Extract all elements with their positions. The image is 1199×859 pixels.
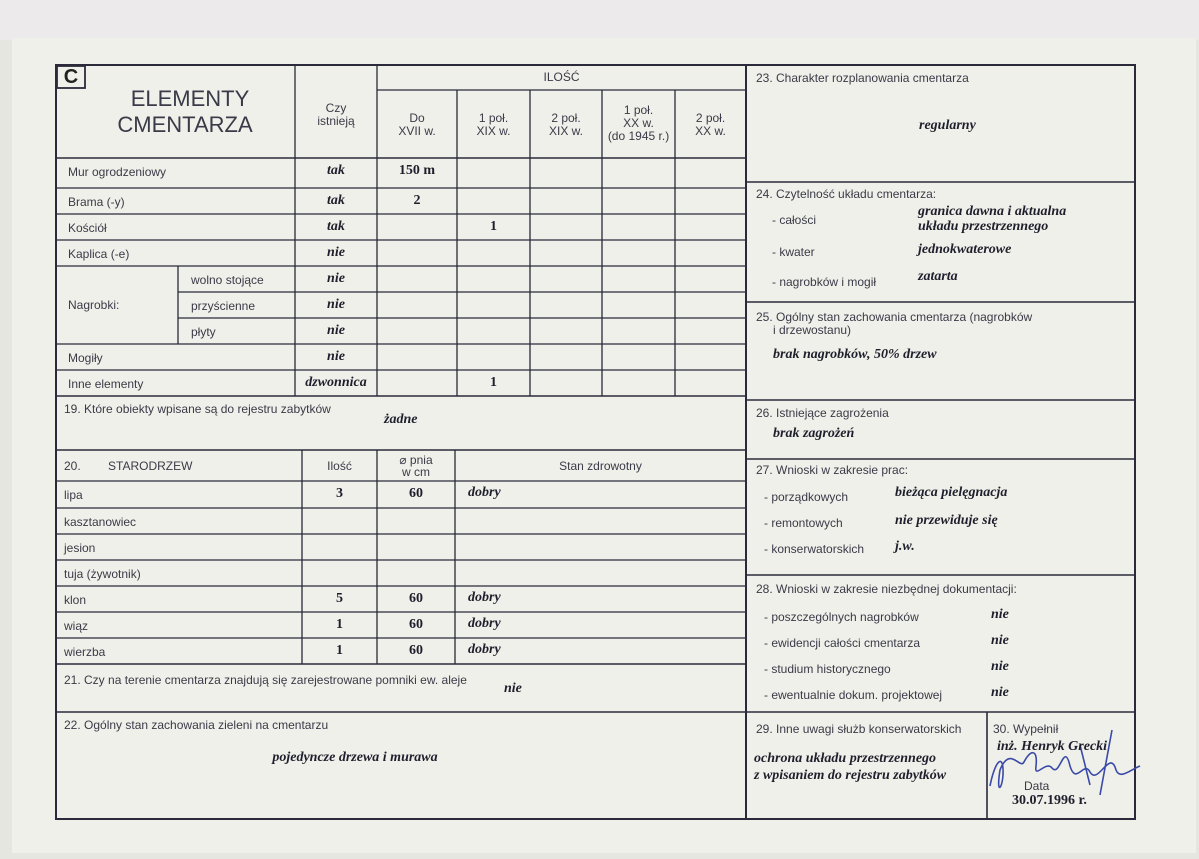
q26-answer: brak zagrożeń [773, 426, 855, 441]
element-count: 150 m [398, 163, 436, 178]
element-label: Kaplica (-e) [68, 247, 130, 261]
q27-item-1-answer: nie przewiduje się [895, 513, 998, 528]
q21-answer: nie [504, 681, 522, 696]
q29-label: 29. Inne uwagi służb konserwatorskich [756, 722, 962, 736]
element-exists: nie [327, 245, 345, 260]
period-3-line2: XX w. [623, 116, 654, 130]
nagrobki-label: Nagrobki: [68, 298, 120, 312]
element-label: Kościół [68, 221, 107, 235]
element-exists: nie [327, 271, 345, 286]
period-0-line1: Do [409, 111, 425, 125]
scan-top-strip [0, 0, 1199, 40]
trees-health-header: Stan zdrowotny [559, 459, 642, 473]
element-exists: tak [327, 163, 345, 178]
form-frame [55, 64, 1136, 820]
element-label: płyty [191, 325, 216, 339]
period-1-line2: XIX w. [476, 124, 511, 138]
period-3-line1: 1 poł. [623, 103, 654, 117]
period-4-line1: 2 poł. [695, 111, 726, 125]
element-exists: tak [327, 193, 345, 208]
element-count: 2 [413, 193, 421, 208]
tree-name: kasztanowiec [64, 515, 137, 529]
element-count: 1 [490, 219, 497, 234]
tree-name: wierzba [64, 645, 106, 659]
q29-answer-2: z wpisaniem do rejestru zabytków [754, 768, 947, 783]
quantity-header: ILOŚĆ [543, 70, 580, 84]
form-title-line2: CMENTARZA [117, 112, 253, 137]
q28-item-label: - ewentualnie dokum. projektowej [764, 688, 943, 702]
trees-title: STARODRZEW [108, 459, 193, 473]
q28-item-label: - poszczególnych nagrobków [764, 610, 919, 624]
period-2-line2: XIX w. [548, 124, 583, 138]
tree-name: jesion [64, 541, 96, 555]
period-1-line1: 1 poł. [478, 111, 509, 125]
tree-diameter: 60 [409, 643, 423, 658]
section-letter: C [63, 66, 79, 88]
q30-date: 30.07.1996 r. [1012, 793, 1087, 808]
element-count: 1 [490, 375, 497, 390]
tree-health: dobry [468, 485, 501, 500]
exists-header-line1: Czy [325, 101, 347, 115]
q22-answer: pojedyncze drzewa i murawa [272, 750, 438, 765]
q21-label: 21. Czy na terenie cmentarza znajdują się zarejestrowane pomniki ew. aleje [64, 673, 467, 687]
q28-item-label: - ewidencji całości cmentarza [764, 636, 921, 650]
q23-answer: regularny [919, 118, 976, 133]
q27-label: 27. Wnioski w zakresie prac: [756, 463, 909, 477]
tree-diameter: 60 [409, 486, 423, 501]
element-label: Inne elementy [68, 377, 144, 391]
trees-diam-header-1: ⌀ pnia [399, 453, 433, 467]
q24-item-1-answer: jednokwaterowe [918, 242, 1012, 257]
q30-filled-by: inż. Henryk Grecki [997, 739, 1108, 754]
element-exists: nie [327, 349, 345, 364]
trees-diam-header-2: w cm [402, 465, 430, 479]
tree-count: 3 [336, 486, 343, 501]
q30-date-label: Data [1024, 779, 1050, 793]
q24-item-2-answer: zatarta [918, 269, 958, 284]
element-label: Mogiły [68, 351, 103, 365]
exists-header-line2: istnieją [317, 114, 355, 128]
q24-label: 24. Czytelność układu cmentarza: [756, 187, 937, 201]
period-0-line2: XVII w. [398, 124, 436, 138]
q24-item-0-label: - całości [772, 213, 817, 227]
q25-label-2: i drzewostanu) [773, 323, 852, 337]
q28-item-answer: nie [991, 659, 1009, 674]
q19-label: 19. Które obiekty wpisane są do rejestru zabytków [64, 402, 331, 416]
tree-count: 1 [336, 617, 343, 632]
q27-item-0-label: - porządkowych [764, 490, 849, 504]
q24-item-0-answer-1: granica dawna i aktualna [918, 204, 1067, 219]
q25-answer: brak nagrobków, 50% drzew [773, 347, 937, 362]
tree-diameter: 60 [409, 591, 423, 606]
tree-count: 5 [336, 591, 343, 606]
tree-name: lipa [64, 488, 83, 502]
tree-name: wiąz [64, 619, 89, 633]
q27-item-1-label: - remontowych [764, 516, 843, 530]
period-4-line2: XX w. [695, 124, 726, 138]
tree-health: dobry [468, 590, 501, 605]
q29-answer-1: ochrona układu przestrzennego [754, 751, 937, 766]
element-exists: tak [327, 219, 345, 234]
element-label: wolno stojące [191, 273, 264, 287]
q23-label: 23. Charakter rozplanowania cmentarza [756, 71, 969, 85]
q19-answer: żadne [384, 412, 418, 427]
q24-item-0-answer-2: układu przestrzennego [918, 219, 1049, 234]
element-label: Mur ogrodzeniowy [68, 165, 167, 179]
trees-count-header: Ilość [327, 459, 352, 473]
element-label: przyścienne [191, 299, 256, 313]
tree-health: dobry [468, 616, 501, 631]
q28-item-answer: nie [991, 633, 1009, 648]
q28-label: 28. Wnioski w zakresie niezbędnej dokumentacji: [756, 582, 1017, 596]
q28-item-label: - studium historycznego [764, 662, 891, 676]
q28-item-answer: nie [991, 685, 1009, 700]
q28-item-answer: nie [991, 607, 1009, 622]
q26-label: 26. Istniejące zagrożenia [756, 406, 889, 420]
q25-label-1: 25. Ogólny stan zachowania cmentarza (nagrobków [756, 310, 1033, 324]
period-2-line1: 2 poł. [551, 111, 581, 125]
q22-label: 22. Ogólny stan zachowania zieleni na cmentarzu [64, 718, 329, 732]
q30-label: 30. Wypełnił [993, 722, 1059, 736]
q27-item-0-answer: bieżąca pielęgnacja [895, 485, 1008, 500]
tree-count: 1 [336, 643, 343, 658]
trees-num: 20. [64, 459, 81, 473]
element-exists: dzwonnica [305, 375, 367, 390]
q24-item-1-label: - kwater [772, 245, 815, 259]
tree-name: klon [64, 593, 87, 607]
element-label: Brama (-y) [68, 195, 125, 209]
tree-health: dobry [468, 642, 501, 657]
q27-item-2-label: - konserwatorskich [764, 542, 865, 556]
q24-item-2-label: - nagrobków i mogił [772, 275, 877, 289]
period-3-line3: (do 1945 r.) [607, 129, 670, 143]
q27-item-2-answer: j.w. [895, 539, 915, 554]
tree-diameter: 60 [409, 617, 423, 632]
element-exists: nie [327, 297, 345, 312]
form-title-line1: ELEMENTY [130, 86, 250, 111]
element-exists: nie [327, 323, 345, 338]
tree-name: tuja (żywotnik) [64, 567, 141, 581]
